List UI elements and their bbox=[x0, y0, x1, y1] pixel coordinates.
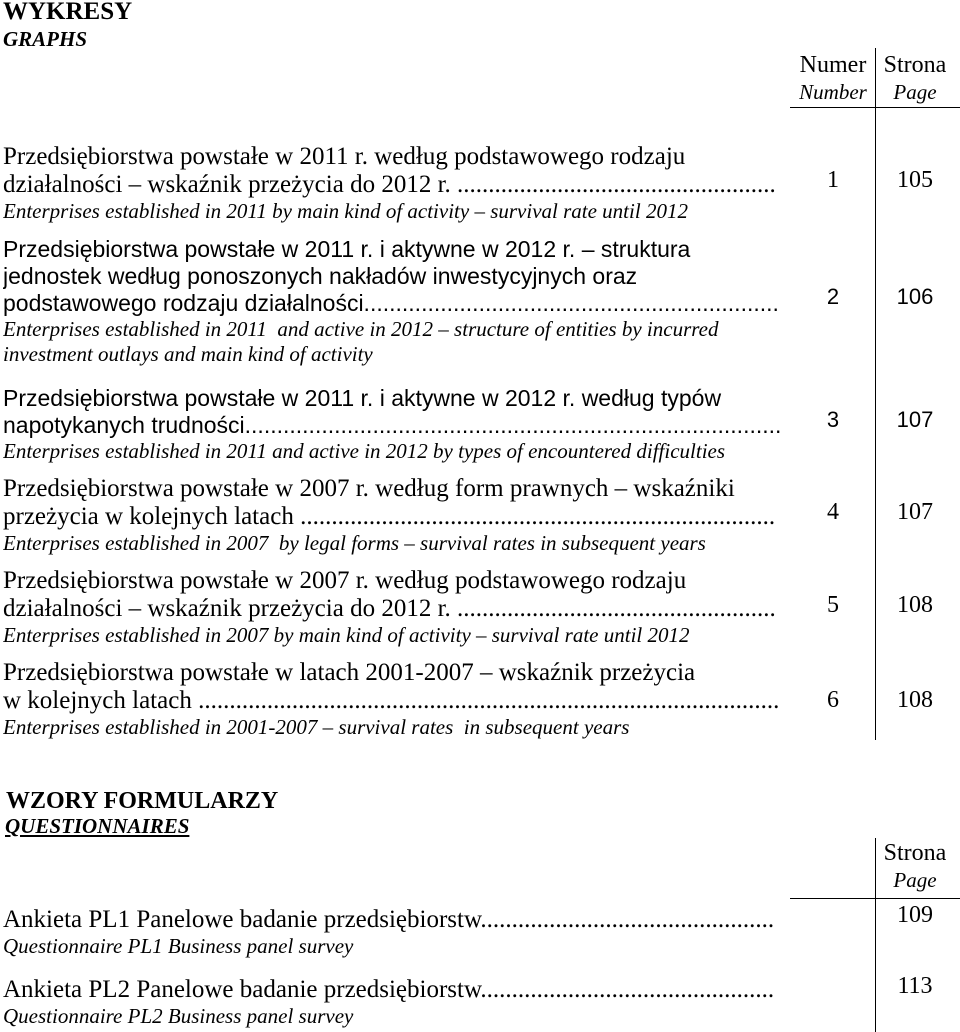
entry-page-number: 109 bbox=[897, 902, 933, 928]
column-header-page-pl: Strona bbox=[883, 52, 947, 78]
column-divider bbox=[875, 838, 876, 1032]
header-rule bbox=[790, 898, 960, 899]
section-title-graphs: WYKRESY bbox=[3, 0, 133, 25]
entry-title-en: investment outlays and main kind of activity bbox=[3, 342, 373, 366]
entry-title-pl: w kolejnych latach ............................................................................................. bbox=[3, 687, 780, 714]
entry-title-en: Enterprises established in 2007 by main kind of activity – survival rate until 2012 bbox=[3, 623, 690, 647]
entry-title-pl: przeżycia w kolejnych latach ............................................................................ bbox=[3, 503, 776, 530]
toc-entry bbox=[3, 906, 785, 959]
entry-title-pl: działalności – wskaźnik przeżycia do 2012 r. ................................................... bbox=[3, 171, 776, 198]
entry-page-number: 107 bbox=[896, 407, 934, 432]
entry-number: 3 bbox=[826, 407, 840, 432]
entry-title-pl: działalności – wskaźnik przeżycia do 2012 r. ................................................... bbox=[3, 595, 776, 622]
column-header-number-pl: Numer bbox=[799, 52, 867, 78]
entry-number: 4 bbox=[827, 499, 839, 525]
entry-title-en: Enterprises established in 2007 by legal forms – survival rates in subsequent years bbox=[3, 531, 706, 555]
entry-page-number: 106 bbox=[896, 284, 934, 309]
section-subtitle-graphs: GRAPHS bbox=[3, 27, 88, 51]
entry-title-en: Questionnaire PL1 Business panel survey bbox=[3, 934, 354, 958]
entry-title-en: Enterprises established in 2001-2007 – survival rates in subsequent years bbox=[3, 715, 630, 739]
entry-number: 1 bbox=[827, 167, 839, 193]
toc-entry bbox=[3, 475, 785, 556]
entry-page-number: 105 bbox=[897, 167, 933, 193]
column-header-number-en: Number bbox=[799, 80, 867, 104]
entry-page-number: 108 bbox=[897, 592, 933, 618]
entry-title-pl: Przedsiębiorstwa powstałe w latach 2001-2007 – wskaźnik przeżycia bbox=[3, 659, 696, 686]
entry-title-en: Enterprises established in 2011 by main kind of activity – survival rate until 2012 bbox=[3, 199, 688, 223]
toc-entry bbox=[3, 659, 785, 740]
entry-title-pl: Przedsiębiorstwa powstałe w 2007 r. według podstawowego rodzaju bbox=[3, 567, 687, 594]
entry-page-number: 113 bbox=[897, 973, 933, 999]
entry-title-pl: Przedsiębiorstwa powstałe w 2007 r. według form prawnych – wskaźniki bbox=[3, 475, 735, 502]
entry-number: 6 bbox=[827, 687, 839, 713]
header-rule bbox=[790, 107, 960, 108]
toc-entry bbox=[3, 143, 785, 224]
section-subtitle-questionnaires: QUESTIONNAIRES bbox=[5, 814, 190, 838]
entry-title-en: Questionnaire PL2 Business panel survey bbox=[3, 1004, 354, 1028]
column-header-page-en: Page bbox=[893, 80, 937, 104]
entry-title-pl: jednostek według ponoszonych nakładów inwestycyjnych oraz bbox=[3, 263, 638, 289]
entry-page-number: 107 bbox=[897, 499, 933, 525]
column-header-page-pl: Strona bbox=[883, 840, 947, 866]
entry-title-pl: podstawowego rodzaju działalności................................................................. bbox=[3, 290, 779, 316]
section-title-questionnaires: WZORY FORMULARZY bbox=[6, 788, 279, 814]
entry-title-en: Enterprises established in 2011 and active in 2012 – structure of entities by incurred bbox=[3, 317, 719, 341]
entry-title-pl: Przedsiębiorstwa powstałe w 2011 r. według podstawowego rodzaju bbox=[3, 143, 686, 170]
entry-title-en: Enterprises established in 2011 and active in 2012 by types of encountered difficulties bbox=[3, 439, 726, 463]
entry-page-number: 108 bbox=[897, 687, 933, 713]
toc-entry bbox=[3, 976, 785, 1029]
toc-entry bbox=[3, 385, 785, 464]
column-header-page-en: Page bbox=[893, 868, 937, 892]
toc-entry bbox=[3, 236, 785, 367]
toc-entry bbox=[3, 567, 785, 648]
column-divider bbox=[875, 48, 876, 740]
entry-title-pl: Ankieta PL1 Panelowe badanie przedsiębiorstw............................................... bbox=[3, 906, 775, 933]
entry-title-pl: Przedsiębiorstwa powstałe w 2011 r. i aktywne w 2012 r. według typów bbox=[3, 385, 722, 411]
entry-title-pl: Ankieta PL2 Panelowe badanie przedsiębiorstw............................................... bbox=[3, 976, 775, 1003]
entry-title-pl: Przedsiębiorstwa powstałe w 2011 r. i aktywne w 2012 r. – struktura bbox=[3, 236, 691, 262]
entry-title-pl: napotykanych trudności.................................................................................... bbox=[3, 412, 782, 438]
entry-number: 5 bbox=[827, 592, 839, 618]
entry-number: 2 bbox=[826, 284, 840, 309]
